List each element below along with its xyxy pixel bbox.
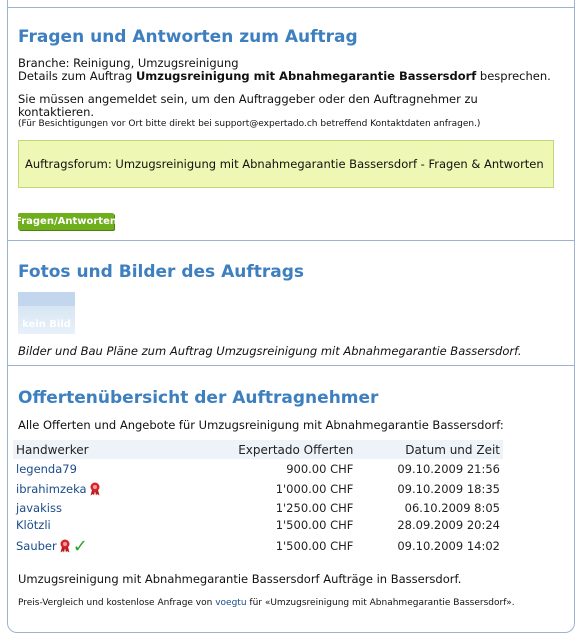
qa-button[interactable]: Fragen/Antworten — [18, 213, 114, 230]
content-panel — [7, 0, 575, 633]
branche-text: Branche: Reinigung, Umzugsreinigung — [18, 56, 239, 70]
section-title-questions: Fragen und Antworten zum Auftrag — [18, 27, 358, 47]
handwerker-cell — [13, 533, 170, 559]
details-suffix: besprechen. — [476, 69, 551, 83]
footer2-prefix: Preis-Vergleich und kostenlose Anfrage von — [18, 598, 216, 608]
footer2-suffix: für «Umzugsreinigung mit Abnahmegarantie Bassersdorf». — [246, 598, 515, 608]
col-date: Datum und Zeit — [356, 440, 503, 459]
placeholder-bar — [18, 292, 75, 306]
divider-2 — [8, 365, 574, 366]
no-image-label: kein Bild — [22, 319, 71, 330]
photos-caption: Bilder und Bau Pläne zum Auftrag Umzugsreinigung mit Abnahmegarantie Bassersdorf. — [18, 344, 522, 358]
visit-note: (Für Besichtigungen vor Ort bitte direkt bei support@expertado.ch betreffend Kontaktdaten anfragen.) — [18, 119, 481, 129]
divider-1 — [8, 240, 574, 241]
award-badge-icon — [59, 539, 71, 553]
award-badge-icon — [89, 482, 101, 496]
voegtu-link[interactable]: voegtu — [215, 598, 247, 608]
table-row — [13, 479, 503, 499]
handwerker-link[interactable]: legenda79 — [16, 462, 77, 476]
offer-price: 1'250.00 CHF — [275, 500, 354, 515]
section-title-photos: Fotos und Bilder des Auftrags — [18, 262, 305, 282]
col-offers: Expertado Offerten — [170, 440, 357, 459]
handwerker-link[interactable]: Sauber — [16, 538, 57, 553]
table-row — [13, 499, 503, 516]
no-image-placeholder — [18, 292, 75, 334]
top-divider — [8, 7, 574, 8]
handwerker-cell — [13, 479, 170, 499]
forum-link[interactable]: Auftragsforum: Umzugsreinigung mit Abnahmegarantie Bassersdorf - Fragen & Antworten — [18, 140, 554, 188]
details-project-name: Umzugsreinigung mit Abnahmegarantie Bassersdorf — [135, 69, 477, 83]
verified-check-icon: ✓ — [72, 535, 88, 557]
table-row — [13, 516, 503, 533]
offers-intro: Alle Offerten und Angebote für Umzugsreinigung mit Abnahmegarantie Bassersdorf: — [18, 418, 504, 432]
offer-price: 1'000.00 CHF — [275, 482, 354, 496]
details-text — [18, 70, 558, 83]
details-prefix: Details zum Auftrag — [18, 69, 136, 83]
offer-date: 09.10.2009 18:35 — [397, 482, 500, 496]
handwerker-link[interactable]: javakiss — [16, 500, 62, 515]
offer-date: 06.10.2009 8:05 — [404, 500, 500, 515]
handwerker-link[interactable]: Klötzli — [16, 517, 51, 532]
offers-table — [13, 440, 503, 559]
offer-date: 09.10.2009 21:56 — [397, 462, 500, 476]
offers-footer-1: Umzugsreinigung mit Abnahmegarantie Bassersdorf Aufträge in Bassersdorf. — [18, 572, 462, 586]
table-row — [13, 459, 503, 479]
section-title-offers: Offertenübersicht der Auftragnehmer — [18, 388, 379, 408]
table-row — [13, 533, 503, 559]
offer-price: 1'500.00 CHF — [275, 539, 354, 553]
login-note: Sie müssen angemeldet sein, um den Auftraggeber oder den Auftragnehmer zu kontaktieren. — [18, 92, 478, 119]
handwerker-link[interactable]: ibrahimzeka — [16, 481, 87, 496]
offer-date: 09.10.2009 14:02 — [397, 539, 500, 553]
offer-price: 900.00 CHF — [286, 462, 354, 476]
offer-price: 1'500.00 CHF — [275, 517, 354, 532]
offers-footer-2 — [18, 597, 548, 609]
col-handwerker: Handwerker — [13, 440, 170, 459]
offer-date: 28.09.2009 20:24 — [397, 517, 500, 532]
